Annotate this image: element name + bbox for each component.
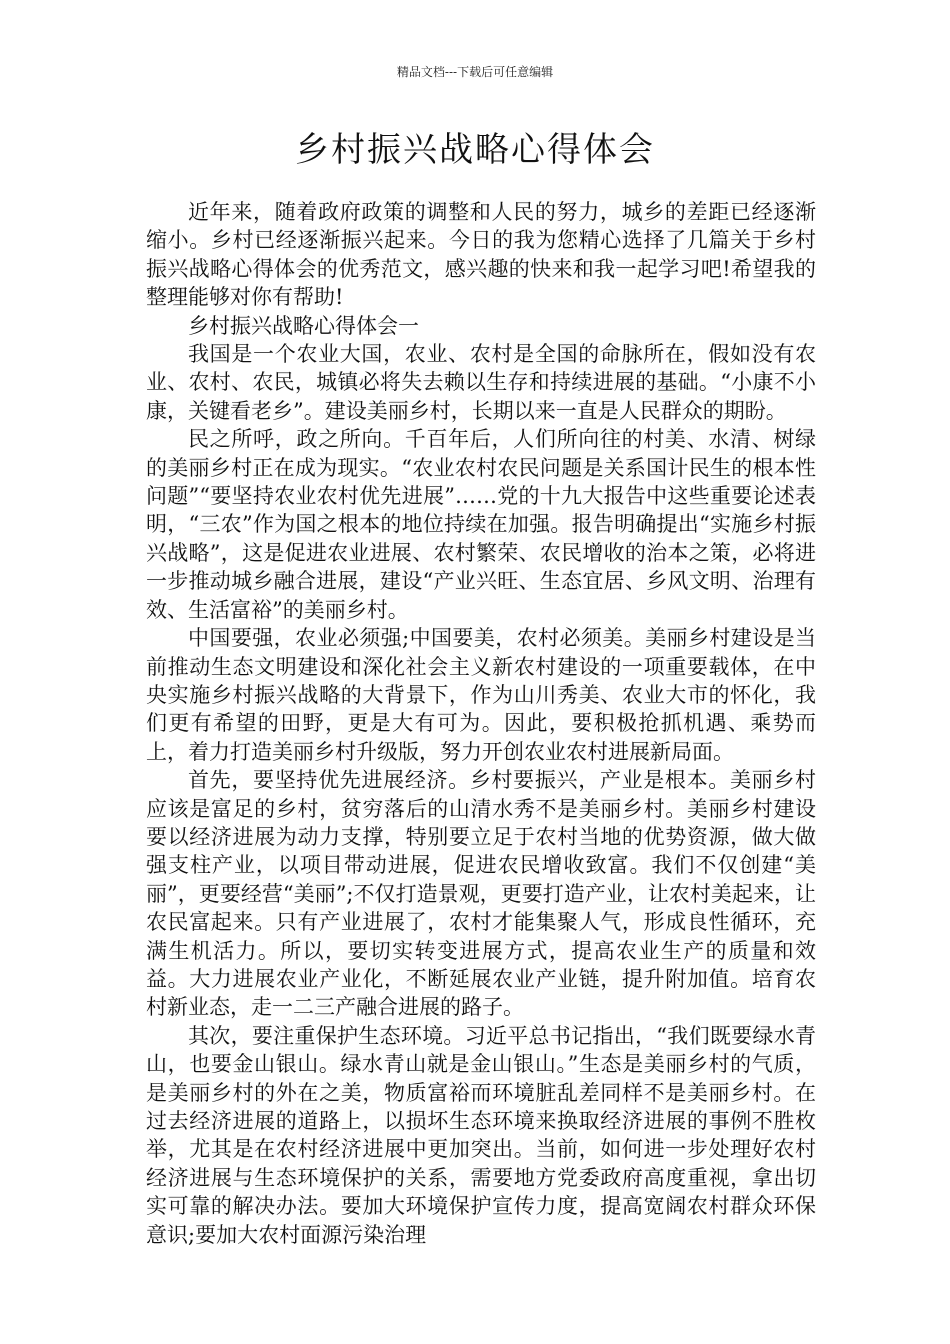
document-body — [146, 198, 816, 1249]
paragraph: 中国要强，农业必须强;中国要美，农村必须美。美丽乡村建设是当前推动生态文明建设和深化社会主义新农村建设的一项重要载体，在中央实施乡村振兴战略的大背景下，作为山川秀美、农业大市的怀化，我们更有希望的田野，更是大有可为。因此，要积极抢抓机遇、乘势而上，着力打造美丽乡村升级版，努力开创农业农村进展新局面。 — [146, 626, 816, 764]
paragraph: 民之所呼，政之所向。千百年后，人们所向往的村美、水清、树绿的美丽乡村正在成为现实。“农业农村农民问题是关系国计民生的根本性问题”“要坚持农业农村优先进展”……党的十九大报告中这些重要论述表明，“三农”作为国之根本的地位持续在加强。报告明确提出“实施乡村振兴战略”，这是促进农业进展、农村繁荣、农民增收的治本之策，必将进一步推动城乡融合进展，建设“产业兴旺、生态宜居、乡风文明、治理有效、生活富裕”的美丽乡村。 — [146, 427, 816, 622]
paragraph: 其次，要注重保护生态环境。习近平总书记指出，“我们既要绿水青山，也要金山银山。绿水青山就是金山银山。”生态是美丽乡村的气质，是美丽乡村的外在之美，物质富裕而环境脏乱差同样不是美丽乡村。在过去经济进展的道路上，以损坏生态环境来换取经济进展的事例不胜枚举，尤其是在农村经济进展中更加突出。当前，如何进一步处理好农村经济进展与生态环境保护的关系，需要地方党委政府高度重视，拿出切实可靠的解决办法。要加大环境保护宣传力度，提高宽阔农村群众环保意识;要加大农村面源污染治理 — [146, 1023, 816, 1247]
section-heading: 乡村振兴战略心得体会一 — [188, 313, 419, 338]
paragraph: 首先，要坚持优先进展经济。乡村要振兴，产业是根本。美丽乡村应该是富足的乡村，贫穷落后的山清水秀不是美丽乡村。美丽乡村建设要以经济进展为动力支撑，特别要立足于农村当地的优势资源，做大做强支柱产业，以项目带动进展，促进农民增收致富。我们不仅创建“美丽”，更要经营“美丽”;不仅打造景观，更要打造产业，让农村美起来，让农民富起来。只有产业进展了，农村才能集聚人气，形成良性循环，充满生机活力。所以，要切实转变进展方式，提高农业生产的质量和效益。大力进展农业产业化，不断延展农业产业链，提升附加值。培育农村新业态，走一二三产融合进展的路子。 — [146, 768, 816, 1020]
page-header-note: 精品文档---下载后可任意编辑 — [396, 65, 554, 79]
document-title: 乡村振兴战略心得体会 — [295, 130, 655, 170]
paragraph: 我国是一个农业大国，农业、农村是全国的命脉所在，假如没有农业、农村、农民，城镇必将失去赖以生存和持续进展的基础。“小康不小康，关键看老乡”。建设美丽乡村，长期以来一直是人民群众的期盼。 — [146, 342, 816, 423]
paragraph-intro: 近年来，随着政府政策的调整和人民的努力，城乡的差距已经逐渐缩小。乡村已经逐渐振兴起来。今日的我为您精心选择了几篇关于乡村振兴战略心得体会的优秀范文，感兴趣的快来和我一起学习吧!希望我的整理能够对你有帮助! — [146, 200, 816, 310]
